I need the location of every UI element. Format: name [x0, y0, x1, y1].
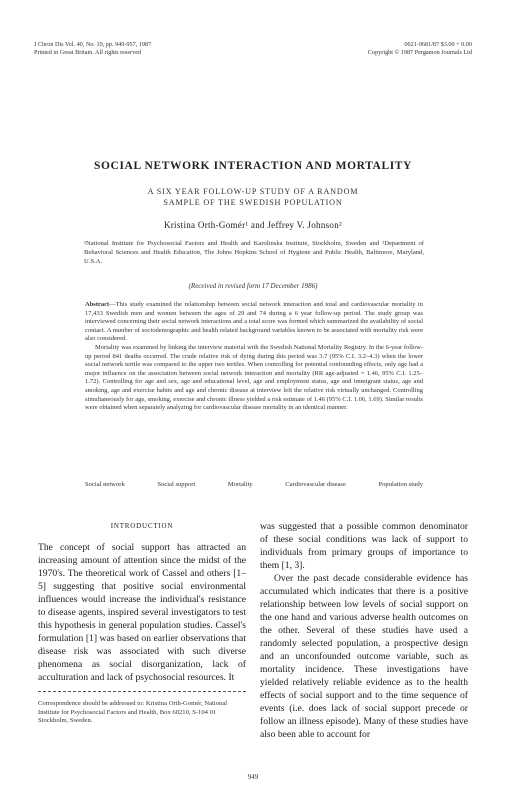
affiliations: ¹National Institute for Psychosocial Factors and Health and Karolinska Institute, Stockholm, Sweden and ²Department of Behavioral Sciences and Health Education, The Johns Hopkins School of Hygiene and Public Health, Baltimore, Maryland, U.S.A. — [84, 240, 424, 265]
keywords — [85, 481, 423, 488]
keyword: Population study — [378, 481, 423, 488]
journal-header-left — [34, 41, 151, 57]
abstract-paragraph-1 — [85, 301, 423, 344]
body-paragraph: The concept of social support has attracted an increasing amount of attention since the midst of the 1970's. The theoretical work of Cassel and others [1–5] suggesting that positive social environmental influences would increase the individual's resistance to disease agents, inspired several investigators to test this hypothesis in general population studies. Cassel's formulation [1] was based on earlier observations that disease risk was associated with such diverse phenomena as social disorganization, lack of acculturation and lack of psychosocial resources. It — [38, 542, 246, 683]
issn-line: 0021-9681/87 $3.00 + 0.00 — [404, 41, 472, 48]
article-subtitle — [0, 186, 506, 208]
journal-header-right — [368, 41, 472, 57]
keyword: Cardiovascular disease — [285, 481, 346, 488]
section-heading-introduction: INTRODUCTION — [110, 522, 174, 530]
keyword: Social support — [157, 481, 196, 488]
subtitle-line-1: A SIX YEAR FOLLOW-UP STUDY OF A RANDOM — [147, 187, 359, 196]
subtitle-line-2: SAMPLE OF THE SWEDISH POPULATION — [163, 198, 343, 207]
keyword: Social network — [85, 481, 125, 488]
keyword: Mortality — [227, 481, 253, 488]
body-column-right — [260, 520, 468, 741]
article-title: SOCIAL NETWORK INTERACTION AND MORTALITY — [94, 160, 412, 172]
footnote-divider — [38, 691, 246, 692]
page-number: 949 — [247, 773, 259, 781]
abstract — [85, 301, 423, 413]
received-date: (Received in revised form 17 December 1986) — [188, 282, 318, 290]
printed-notice: Printed in Great Britain. All rights reserved — [34, 49, 142, 56]
abstract-paragraph-2: Mortality was examined by linking the interview material with the Swedish National Mortality Registry. In the 6-year follow-up period 841 deaths occurred. The crude relative risk of dying during this period was 3.7 (95% C.I. 3.2–4.3) when the lower social network tertile was compared to the upper two tertiles. When controlling for potential confounding effects, only age had a major influence on the association between social network interaction and mortality (RR age-adjusted = 1.46, 95% C.I. 1.25–1.72). Controlling for age and sex, age and educational level, age and employment status, age and immigrant status, age and smoking, age and exercise habits and age and chronic disease at interview left the relative risk virtually unchanged. Controlling simultaneously for age, smoking, exercise and chronic illness yielded a risk estimate of 1.46 (95% C.I. 1.06, 1.69). Similar results were obtained when separately analyzing for cardiovascular disease mortality in an identical manner. — [85, 343, 423, 412]
authors: Kristina Orth-Gomér¹ and Jeffrey V. Johnson² — [163, 220, 343, 230]
journal-citation: J Chron Dis Vol. 40, No. 10, pp. 949-957, 1987 — [34, 41, 152, 48]
body-column-left — [38, 520, 246, 684]
copyright-line: Copyright © 1987 Pergamon Journals Ltd — [367, 49, 472, 56]
body-paragraph: Over the past decade considerable evidence has accumulated which indicates that there is a positive relationship between low levels of social support on the one hand and various adverse health outcomes on the other. Several of these studies have used a randomly selected population, a prospective design and an unconfounded outcome variable, such as mortality incidence. These investigations have yielded relatively reliable evidence as to the health effects of social support and to the time sequence of events (i.e. does lack of social support precede or follow an illness episode). Many of these studies have also been able to account for — [260, 573, 468, 740]
abstract-label: Abstract — [85, 301, 110, 308]
abstract-text-1: —This study examined the relationship between social network interaction and total and cardiovascular mortality in 17,433 Swedish men and women between the ages of 29 and 74 during a 6 year follow-up period. The study group was interviewed concerning their social network interactions and a total score was formed which summarized the availability of social contact. A number of sociodemographic and health related background variables known to be associated with mortality risk were also considered. — [85, 301, 423, 343]
correspondence-footnote: Correspondence should be addressed to: Kristina Orth-Gomér, National Institute for Psychosocial Factors and Health, Box 60210, S-104 01 Stockholm, Sweden. — [38, 700, 228, 724]
body-paragraph: was suggested that a possible common denominator of these social conditions was lack of support to individuals from primary groups of importance to them [1, 3]. — [260, 521, 468, 571]
